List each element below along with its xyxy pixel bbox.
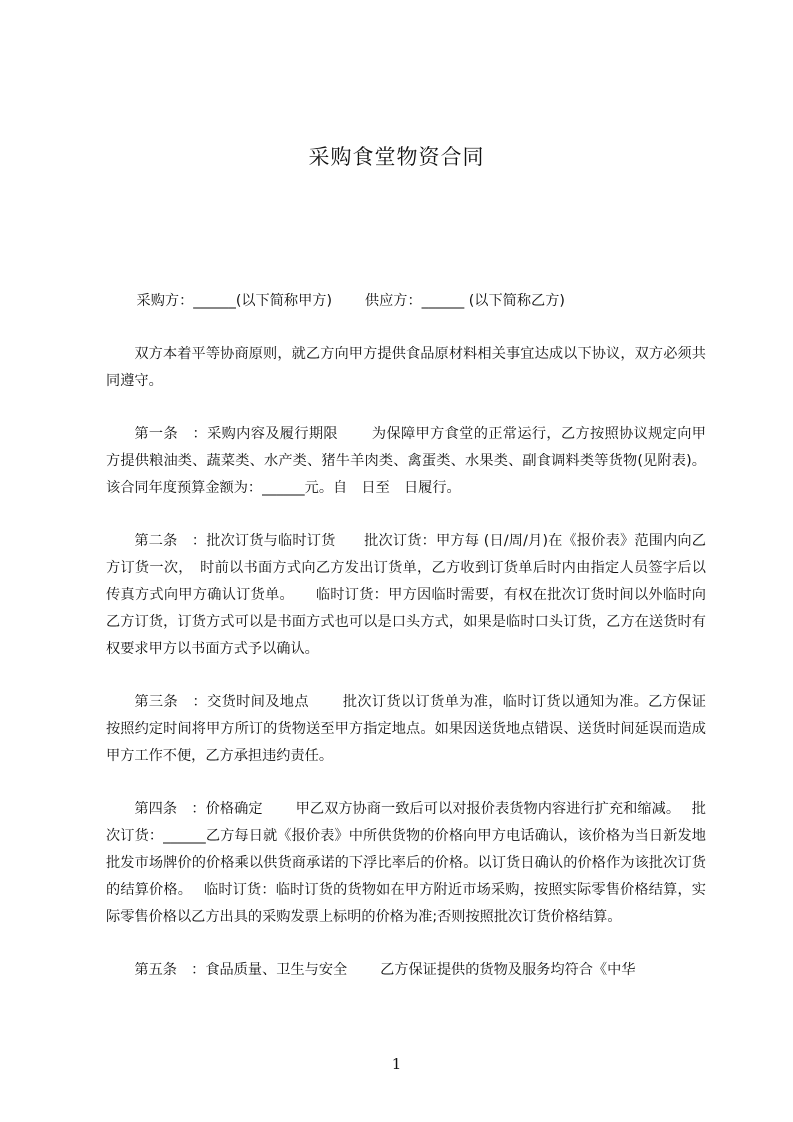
page-number: 1 (391, 1055, 402, 1073)
preamble-paragraph: 双方本着平等协商原则，就乙方向甲方提供食品原材料相关事宜达成以下协议，双方必须共同遵守。 (106, 346, 706, 389)
article-3-paragraph: 第三条 ：交货时间及地点 批次订货以订货单为准，临时订货以通知为准。乙方保证按照约定时间将甲方所订的货物送至甲方指定地点。如果因送货地点错误、送货时间延误而造成甲方工作不便，乙方承担违约责任。 (106, 694, 706, 764)
article-4-paragraph: 第四条 ：价格确定 甲乙双方协商一致后可以对报价表货物内容进行扩充和缩减。 批次订货：______乙方每日就《报价表》中所供货物的价格向甲方电话确认，该价格为当日新发地批发市场牌价的价格乘以供货商承诺的下浮比率后的价格。以订货日确认的价格作为该批次订货的结算价格。 临时订货：临时订货的货物如在甲方附近市场采购，按照实际零售价格结算，实际零售价格以乙方出具的采购发票上标明的价格为准;否则按照批次订货价格结算。 (106, 801, 706, 925)
parties-line: 采购方：______(以下简称甲方) 供应方：______ (以下简称乙方) (136, 293, 565, 309)
article-2-paragraph: 第二条 ：批次订货与临时订货 批次订货：甲方每 (日/周/月)在《报价表》范围内向乙方订货一次， 时前以书面方式向乙方发出订货单，乙方收到订货单后时内由指定人员签字后以传真方式向甲方确认订货单。 临时订货：甲方因临时需要，有权在批次订货时间以外临时向乙方订货，订货方式可以是书面方式也可以是口头方式，如果是临时口头订货，乙方在送货时有权要求甲方以书面方式予以确认。 (106, 533, 706, 657)
document-body (106, 288, 706, 984)
document-title: 采购食堂物资合同 (308, 145, 485, 169)
article-5-paragraph: 第五条 ：食品质量、卫生与安全 乙方保证提供的货物及服务均符合《中华 (134, 962, 636, 978)
article-1-paragraph: 第一条 ：采购内容及履行期限 为保障甲方食堂的正常运行，乙方按照协议规定向甲方提供粮油类、蔬菜类、水产类、猪牛羊肉类、禽蛋类、水果类、副食调料类等货物(见附表)。该合同年度预算金额为：______元。自 日至 日履行。 (106, 426, 706, 496)
